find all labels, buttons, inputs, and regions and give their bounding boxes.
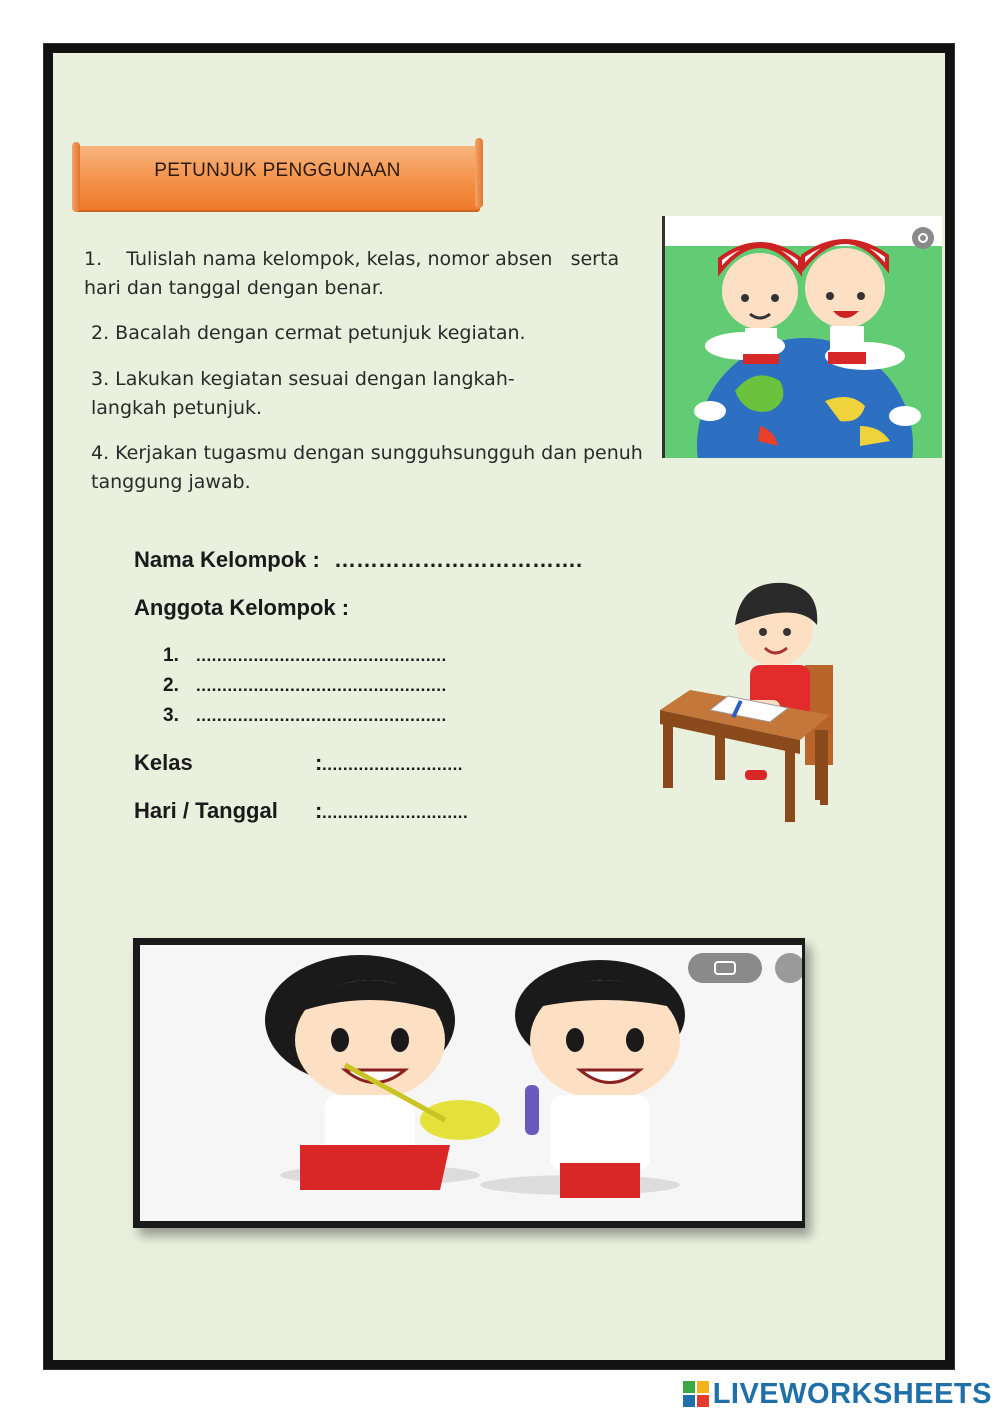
kids-walking-image	[133, 938, 805, 1228]
date-field[interactable]: ............................	[322, 803, 469, 822]
members-label: Anggota Kelompok :	[134, 595, 350, 620]
member-3-field[interactable]: ................................................	[196, 706, 447, 725]
member-2-number: 2.	[163, 675, 179, 696]
instruction-3-line-2: langkah petunjuk.	[91, 397, 263, 419]
class-label: Kelas	[134, 750, 193, 775]
instruction-4-line-1: 4. Kerjakan tugasmu dengan sungguhsungguh dan penuh	[91, 442, 643, 464]
member-1-field[interactable]: ................................................	[196, 646, 447, 665]
member-1-number: 1.	[163, 645, 179, 666]
kids-on-globe-image	[662, 216, 942, 458]
instruction-4-line-2: tanggung jawab.	[91, 471, 251, 493]
logo-text: LIVEWORKSHEETS	[712, 1377, 992, 1410]
group-name-field[interactable]: …………………………….	[334, 547, 583, 572]
liveworksheets-logo	[683, 1378, 992, 1410]
group-name-label: Nama Kelompok :	[134, 547, 320, 572]
member-2-field[interactable]: ................................................	[196, 676, 447, 695]
date-label: Hari / Tanggal	[134, 798, 278, 823]
instruction-1-line-2: hari dan tanggal dengan benar.	[84, 277, 384, 299]
instruction-1-line-1: 1. Tulislah nama kelompok, kelas, nomor absen serta	[84, 248, 620, 270]
instructions-banner	[75, 146, 480, 210]
logo-grid-icon	[683, 1381, 709, 1407]
member-3-number: 3.	[163, 705, 179, 726]
date-colon: :	[315, 798, 323, 823]
boy-writing-at-desk-image	[655, 580, 845, 832]
instruction-2: 2. Bacalah dengan cermat petunjuk kegiatan.	[91, 322, 526, 344]
class-colon: :	[315, 750, 323, 775]
class-field[interactable]: ...........................	[322, 755, 464, 774]
banner-title: PETUNJUK PENGGUNAAN	[154, 160, 401, 181]
instruction-3-line-1: 3. Lakukan kegiatan sesuai dengan langkah-	[91, 368, 515, 390]
